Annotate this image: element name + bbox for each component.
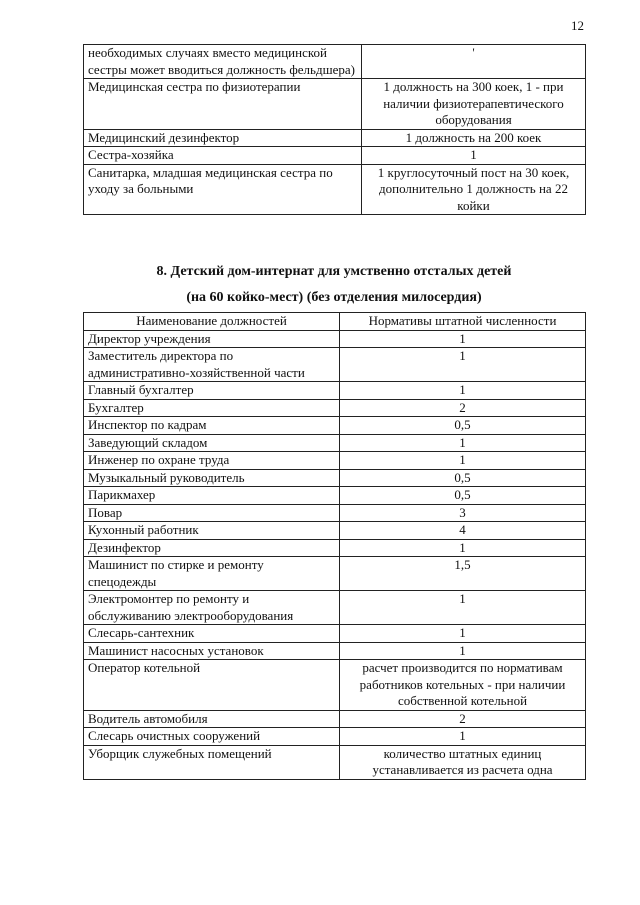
position-cell: Заместитель директора по административно-хозяйственной части: [84, 348, 340, 382]
table-row: [84, 539, 586, 557]
section-subtitle: (на 60 койко-мест) (без отделения милосердия): [186, 290, 482, 305]
column-header-position: Наименование должностей: [84, 313, 340, 331]
table-row: [84, 710, 586, 728]
table-row: [84, 487, 586, 505]
norm-cell: ': [362, 45, 586, 79]
position-cell: Машинист насосных установок: [84, 642, 340, 660]
table-row: [84, 147, 586, 165]
column-header-norm: Нормативы штатной численности: [340, 313, 586, 331]
position-cell: Электромонтер по ремонту и обслуживанию электрооборудования: [84, 591, 340, 625]
norm-cell: 3: [340, 504, 586, 522]
table-row: [84, 522, 586, 540]
position-cell: Парикмахер: [84, 487, 340, 505]
position-cell: Уборщик служебных помещений: [84, 745, 340, 779]
position-cell: Директор учреждения: [84, 330, 340, 348]
page-number: 12: [571, 18, 584, 33]
norm-cell: 1: [340, 434, 586, 452]
position-cell: Дезинфектор: [84, 539, 340, 557]
table-row: [84, 348, 586, 382]
norm-cell: 1: [340, 382, 586, 400]
table-row: [84, 557, 586, 591]
norm-cell: 1 круглосуточный пост на 30 коек, дополнительно 1 должность на 22 койки: [362, 164, 586, 215]
norm-cell: 1: [340, 642, 586, 660]
table-row: [84, 469, 586, 487]
table-row: [84, 591, 586, 625]
table-row: [84, 164, 586, 215]
norm-cell: 1,5: [340, 557, 586, 591]
position-cell: Водитель автомобиля: [84, 710, 340, 728]
table-row: [84, 330, 586, 348]
position-cell: необходимых случаях вместо медицинской сестры может вводиться должность фельдшера): [84, 45, 362, 79]
norm-cell: 1 должность на 200 коек: [362, 129, 586, 147]
norm-cell: 0,5: [340, 417, 586, 435]
position-cell: Медицинский дезинфектор: [84, 129, 362, 147]
norm-cell: 4: [340, 522, 586, 540]
table-row: [84, 45, 586, 79]
table-row: [84, 382, 586, 400]
norm-cell: 1: [340, 348, 586, 382]
norm-cell: 1: [340, 728, 586, 746]
position-cell: Кухонный работник: [84, 522, 340, 540]
table-row: [84, 399, 586, 417]
position-cell: Сестра-хозяйка: [84, 147, 362, 165]
position-cell: Повар: [84, 504, 340, 522]
norm-cell: 1: [340, 625, 586, 643]
norm-cell: 2: [340, 399, 586, 417]
table-row: [84, 745, 586, 779]
table-row: [84, 625, 586, 643]
position-cell: Слесарь-сантехник: [84, 625, 340, 643]
position-cell: Инженер по охране труда: [84, 452, 340, 470]
section-title: 8. Детский дом-интернат для умственно отсталых детей: [156, 264, 512, 279]
table-row: [84, 660, 586, 711]
norm-cell: 1 должность на 300 коек, 1 - при наличии физиотерапевтического оборудования: [362, 79, 586, 130]
staffing-table-continued: [83, 44, 586, 215]
position-cell: Медицинская сестра по физиотерапии: [84, 79, 362, 130]
position-cell: Бухгалтер: [84, 399, 340, 417]
norm-cell: 0,5: [340, 469, 586, 487]
position-cell: Машинист по стирке и ремонту спецодежды: [84, 557, 340, 591]
table-row: [84, 728, 586, 746]
norm-cell: 1: [362, 147, 586, 165]
table-row: [84, 642, 586, 660]
norm-cell: расчет производится по нормативам работников котельных - при наличии собственной котельной: [340, 660, 586, 711]
table-row: [84, 504, 586, 522]
norm-cell: 1: [340, 591, 586, 625]
staffing-table: [83, 312, 586, 780]
table-row: [84, 452, 586, 470]
table-header-row: [84, 313, 586, 331]
table-row: [84, 79, 586, 130]
table-row: [84, 129, 586, 147]
norm-cell: 0,5: [340, 487, 586, 505]
position-cell: Слесарь очистных сооружений: [84, 728, 340, 746]
position-cell: Оператор котельной: [84, 660, 340, 711]
norm-cell: 1: [340, 452, 586, 470]
position-cell: Главный бухгалтер: [84, 382, 340, 400]
position-cell: Инспектор по кадрам: [84, 417, 340, 435]
position-cell: Заведующий складом: [84, 434, 340, 452]
table-row: [84, 434, 586, 452]
table-row: [84, 417, 586, 435]
position-cell: Музыкальный руководитель: [84, 469, 340, 487]
norm-cell: 1: [340, 539, 586, 557]
position-cell: Санитарка, младшая медицинская сестра по уходу за больными: [84, 164, 362, 215]
norm-cell: количество штатных единиц устанавливается из расчета одна: [340, 745, 586, 779]
norm-cell: 2: [340, 710, 586, 728]
norm-cell: 1: [340, 330, 586, 348]
